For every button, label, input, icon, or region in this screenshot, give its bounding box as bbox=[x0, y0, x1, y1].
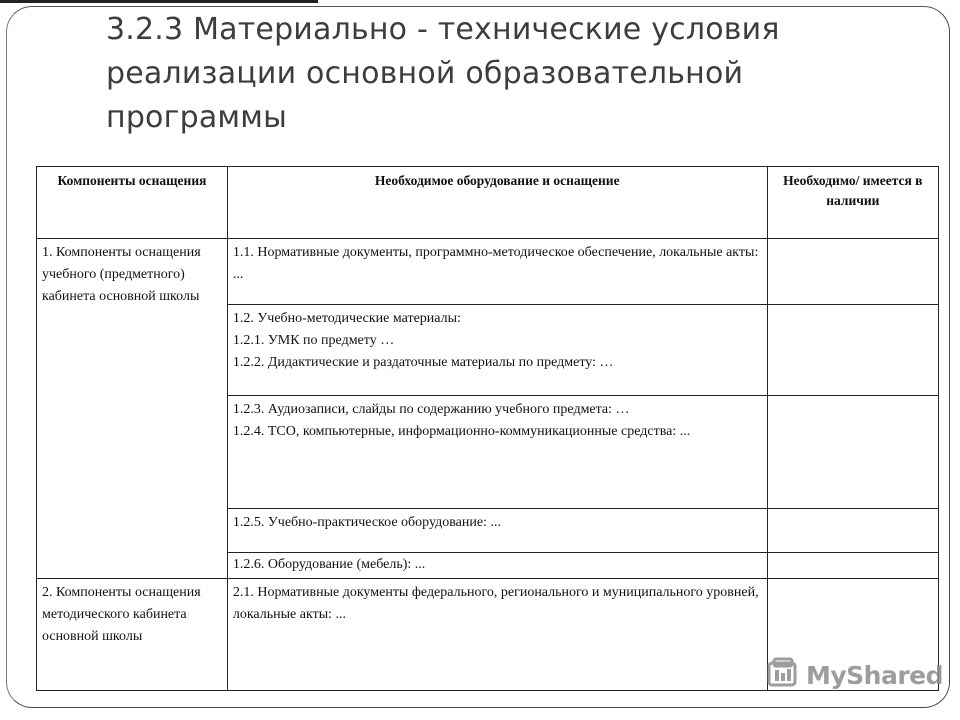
equipment-line: 1.2.1. УМК по предмету … bbox=[232, 333, 395, 348]
equipment-cell bbox=[227, 553, 767, 579]
title-line: 3.2.3 Материально - технические условия bbox=[106, 12, 780, 47]
myshared-watermark bbox=[766, 657, 943, 693]
equipment-line: 1.2.3. Аудиозаписи, слайды по содержанию учебного предмета: … bbox=[232, 402, 630, 417]
top-decorative-line bbox=[0, 0, 318, 3]
header-components: Компоненты оснащения bbox=[37, 167, 228, 239]
header-equipment: Необходимое оборудование и оснащение bbox=[227, 167, 767, 239]
slide-title bbox=[106, 8, 926, 140]
equipment-line: 1.2. Учебно-методические материалы: bbox=[232, 311, 461, 326]
availability-cell bbox=[767, 239, 938, 305]
equipment-line: 1.2.4. ТСО, компьютерные, информационно-коммуникационные средства: ... bbox=[232, 424, 691, 439]
table-row bbox=[37, 239, 939, 305]
group1-label-cell: 1. Компоненты оснащения учебного (предметного) кабинета основной школы bbox=[37, 239, 228, 579]
group2-label-cell: 2. Компоненты оснащения методического кабинета основной школы bbox=[37, 579, 228, 691]
equipment-cell bbox=[227, 579, 767, 691]
availability-cell bbox=[767, 396, 938, 509]
equipment-line: 1.2.2. Дидактические и раздаточные материалы по предмету: … bbox=[232, 355, 614, 370]
table-header-row bbox=[37, 167, 939, 239]
availability-cell bbox=[767, 509, 938, 553]
watermark-text: MyShared bbox=[806, 660, 944, 690]
header-availability: Необходимо/ имеется в наличии bbox=[767, 167, 938, 239]
equipment-cell bbox=[227, 305, 767, 396]
availability-cell bbox=[767, 553, 938, 579]
title-line: реализации основной образовательной bbox=[106, 56, 744, 91]
equipment-line: 1.1. Нормативные документы, программно-методическое обеспечение, локальные акты: ... bbox=[232, 245, 759, 282]
equipment-table bbox=[36, 166, 939, 691]
title-line: программы bbox=[106, 100, 287, 135]
equipment-line: 2.1. Нормативные документы федерального, регионального и муниципального уровней, локальные акты: ... bbox=[232, 585, 759, 622]
equipment-cell bbox=[227, 239, 767, 305]
equipment-line: 1.2.5. Учебно-практическое оборудование: ... bbox=[232, 515, 501, 530]
myshared-logo-icon bbox=[766, 657, 800, 694]
availability-cell bbox=[767, 305, 938, 396]
equipment-cell bbox=[227, 396, 767, 509]
equipment-cell bbox=[227, 509, 767, 553]
equipment-line: 1.2.6. Оборудование (мебель): ... bbox=[232, 557, 426, 572]
